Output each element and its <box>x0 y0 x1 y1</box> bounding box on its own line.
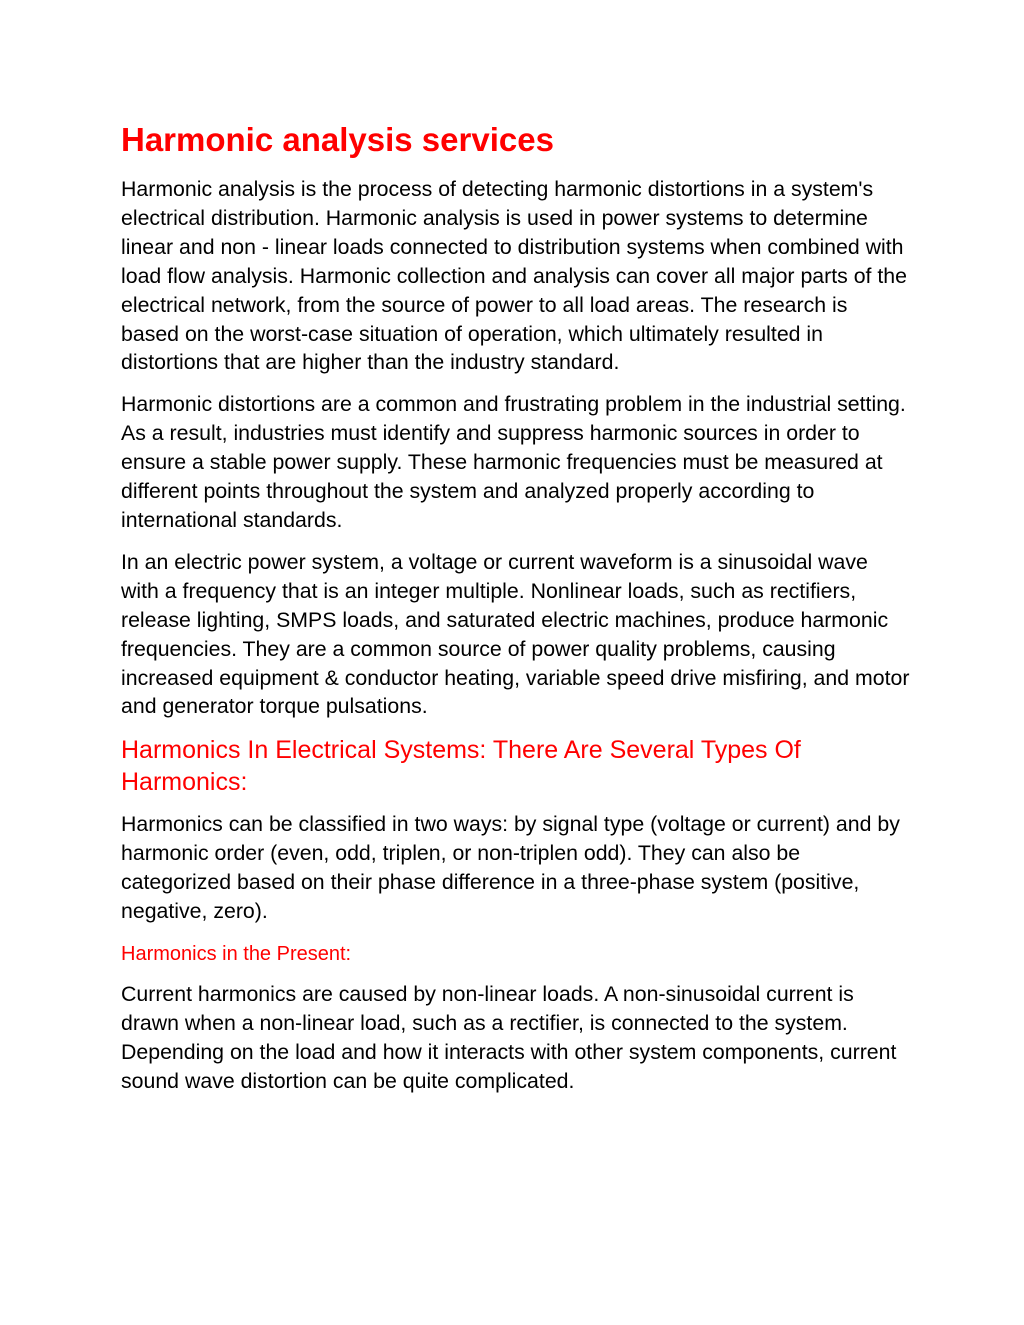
subsection-heading: Harmonics in the Present: <box>121 942 352 965</box>
subsection-paragraph: Current harmonics are caused by non-linear loads. A non-sinusoidal current is drawn when a non-linear load, such as a rectifier, is connected to the system. Depending on the load and how it interacts with other system components, current sound wave distortion can be quite complicated. <box>121 981 897 1093</box>
section-paragraph: Harmonics can be classified in two ways: by signal type (voltage or current) and by harmonic order (even, odd, triplen, or non-triplen odd). They can also be categorized based on their phase difference in a three-phase system (positive, negative, zero). <box>121 812 900 924</box>
intro-paragraph-2: Harmonic distortions are a common and frustrating problem in the industrial setting. As a result, industries must identify and suppress harmonic sources in order to ensure a stable power supply. These harmonic frequencies must be measured at different points throughout the system and analyzed properly according to international standards. <box>121 392 906 532</box>
page-title: Harmonic analysis services <box>121 121 554 158</box>
intro-paragraph-3: In an electric power system, a voltage or current waveform is a sinusoidal wave with a frequency that is an integer multiple. Nonlinear loads, such as rectifiers, release lighting, SMPS loads, and saturated electric machines, produce harmonic frequencies. They are a common source of power quality problems, causing increased equipment & conductor heating, variable speed drive misfiring, and motor and generator torque pulsations. <box>121 549 910 719</box>
document-page <box>121 118 911 1109</box>
intro-paragraph-1: Harmonic analysis is the process of detecting harmonic distortions in a system's electrical distribution. Harmonic analysis is used in power systems to determine linear and non - linear loads connected to distribution systems when combined with load flow analysis. Harmonic collection and analysis can cover all major parts of the electrical network, from the source of power to all load areas. The research is based on the worst-case situation of operation, which ultimately resulted in distortions that are higher than the industry standard. <box>121 177 907 375</box>
section-heading: Harmonics In Electrical Systems: There Are Several Types Of Harmonics: <box>121 736 801 797</box>
